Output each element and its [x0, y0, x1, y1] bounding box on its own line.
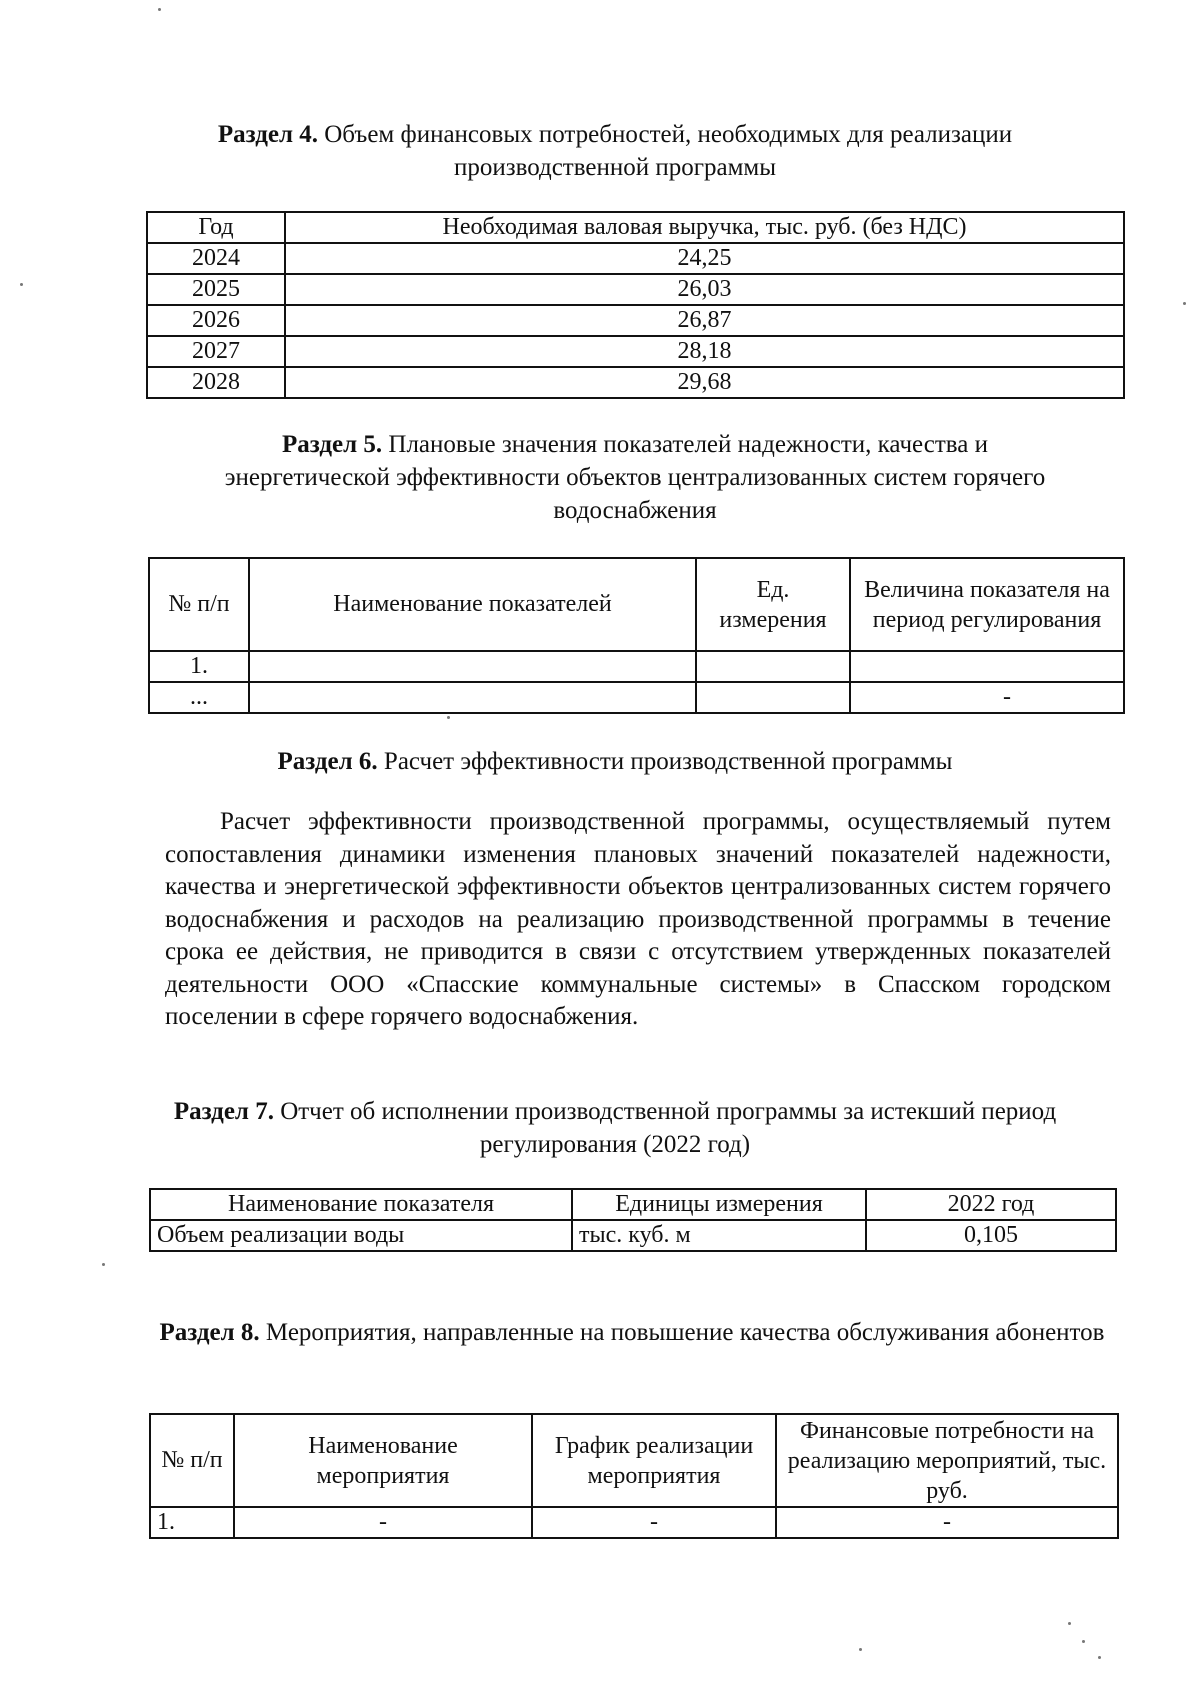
- table-row: [149, 682, 1124, 713]
- revenue-cell: 24,25: [285, 243, 1124, 274]
- name-cell: -: [234, 1507, 532, 1538]
- col-unit-header: Единицы измерения: [572, 1189, 866, 1220]
- revenue-cell: 26,03: [285, 274, 1124, 305]
- col-year-header: 2022 год: [866, 1189, 1116, 1220]
- num-cell: ...: [149, 682, 249, 713]
- section7-title: Отчет об исполнении производственной программы за истекший период регулирования (2022 год): [280, 1098, 1057, 1158]
- scan-speck: [1098, 1656, 1101, 1659]
- revenue-cell: 28,18: [285, 336, 1124, 367]
- unit-cell: [696, 682, 850, 713]
- table-row: [147, 243, 1124, 274]
- section6-paragraph: Расчет эффективности производственной программы, осуществляемый путем сопоставления динамики изменения плановых значений показателей надежности, качества и энергетической эффективности объектов централизованных систем горячего водоснабжения и расходов на реализацию производственной программы в течение срока ее действия, не приводится в связи с отсутствием утвержденных показателей деятельности ООО «Спасские коммунальные системы» в Спасском городском поселении в сфере горячего водоснабжения.: [165, 808, 1111, 1030]
- revenue-cell: 26,87: [285, 305, 1124, 336]
- finance-cell: -: [776, 1507, 1118, 1538]
- scan-speck: [158, 8, 161, 11]
- year-cell: 2026: [147, 305, 285, 336]
- table-header-row: [147, 212, 1124, 243]
- col-num-header: № п/п: [150, 1414, 234, 1507]
- value-cell: -: [850, 682, 1124, 713]
- col-name-header: Наименование показателя: [150, 1189, 572, 1220]
- table-row: [147, 305, 1124, 336]
- scan-speck: [20, 283, 23, 286]
- num-cell: 1.: [150, 1507, 234, 1538]
- table-row: [147, 274, 1124, 305]
- year-cell: 2025: [147, 274, 285, 305]
- section5-number: Раздел 5.: [282, 431, 383, 458]
- section8-heading: [150, 1316, 1114, 1349]
- col-revenue-header: Необходимая валовая выручка, тыс. руб. (без НДС): [285, 212, 1124, 243]
- table-header-row: [150, 1414, 1118, 1507]
- section8-number: Раздел 8.: [159, 1319, 260, 1346]
- measures-table: [149, 1413, 1119, 1539]
- col-unit-header: Ед. измерения: [696, 558, 850, 651]
- table-row: [150, 1220, 1116, 1251]
- num-cell: 1.: [149, 651, 249, 682]
- scan-speck: [102, 1263, 105, 1266]
- section4-title: Объем финансовых потребностей, необходимых для реализации производственной программы: [324, 121, 1013, 181]
- section7-heading: [150, 1095, 1080, 1161]
- col-num-header: № п/п: [149, 558, 249, 651]
- indicators-table: [148, 557, 1125, 714]
- section4-heading: [150, 118, 1080, 184]
- schedule-cell: -: [532, 1507, 776, 1538]
- section6-heading: [150, 745, 1080, 778]
- table-row: [150, 1507, 1118, 1538]
- scan-speck: [1068, 1622, 1071, 1625]
- col-schedule-header: График реализации мероприятия: [532, 1414, 776, 1507]
- scan-speck: [1183, 302, 1186, 305]
- scan-speck: [447, 716, 450, 719]
- year-cell: 2028: [147, 367, 285, 398]
- section6-title: Расчет эффективности производственной программы: [383, 748, 953, 775]
- section5-title: Плановые значения показателей надежности, качества и энергетической эффективности объектов централизованных систем горячего водоснабжения: [224, 431, 1046, 524]
- col-year-header: Год: [147, 212, 285, 243]
- table-row: [149, 651, 1124, 682]
- table-row: [147, 367, 1124, 398]
- section6-number: Раздел 6.: [277, 748, 378, 775]
- section4-number: Раздел 4.: [217, 121, 318, 148]
- name-cell: [249, 651, 696, 682]
- name-cell: Объем реализации воды: [150, 1220, 572, 1251]
- table-header-row: [149, 558, 1124, 651]
- section7-number: Раздел 7.: [173, 1098, 274, 1125]
- unit-cell: тыс. куб. м: [572, 1220, 866, 1251]
- col-name-header: Наименование мероприятия: [234, 1414, 532, 1507]
- unit-cell: [696, 651, 850, 682]
- scan-speck: [859, 1648, 862, 1651]
- name-cell: [249, 682, 696, 713]
- table-row: [147, 336, 1124, 367]
- section8-title: Мероприятия, направленные на повышение качества обслуживания абонентов: [265, 1319, 1105, 1346]
- value-cell: [850, 651, 1124, 682]
- col-finance-header: Финансовые потребности на реализацию мероприятий, тыс. руб.: [776, 1414, 1118, 1507]
- value-cell: 0,105: [866, 1220, 1116, 1251]
- col-name-header: Наименование показателей: [249, 558, 696, 651]
- section5-heading: [215, 428, 1055, 527]
- year-cell: 2024: [147, 243, 285, 274]
- report-table: [149, 1188, 1117, 1252]
- revenue-cell: 29,68: [285, 367, 1124, 398]
- revenue-table: [146, 211, 1125, 399]
- scan-speck: [1082, 1640, 1085, 1643]
- year-cell: 2027: [147, 336, 285, 367]
- col-value-header: Величина показателя на период регулирования: [850, 558, 1124, 651]
- table-header-row: [150, 1189, 1116, 1220]
